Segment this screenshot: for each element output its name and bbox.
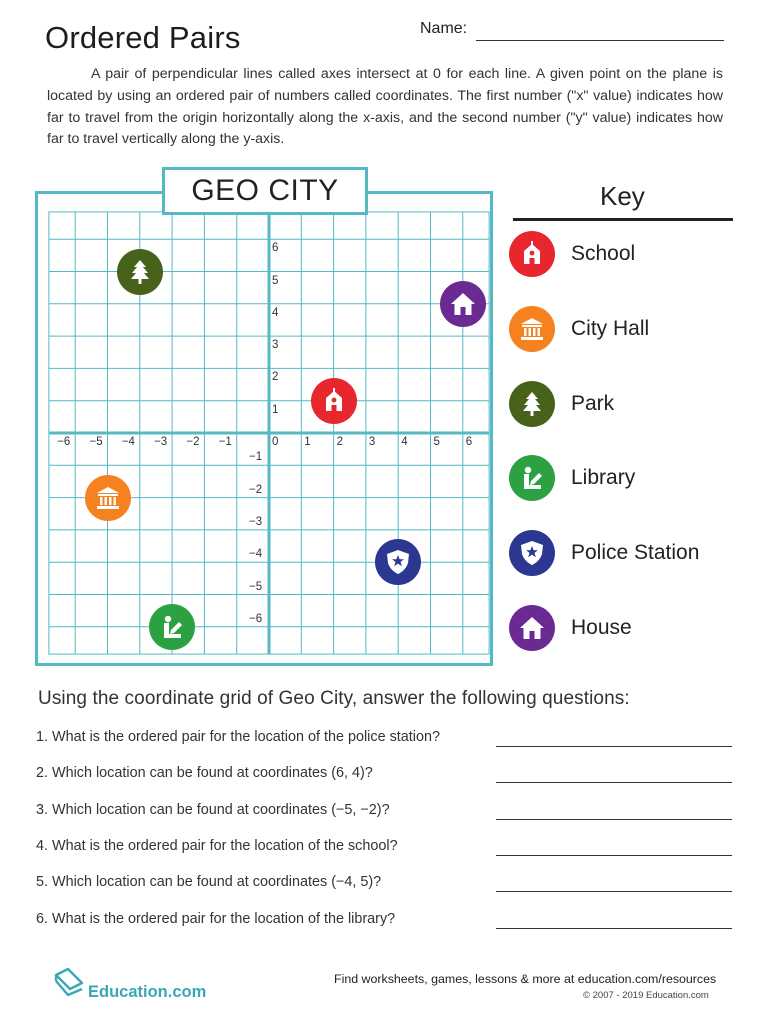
y-tick-label: −1 [249,451,263,464]
y-tick-label: −4 [249,548,263,561]
x-tick-label: 6 [465,436,473,448]
x-tick-label: 0 [272,436,279,448]
city-hall-icon [509,306,555,352]
key-item [509,455,635,501]
key-item-label: House [571,616,632,639]
y-tick-label: 5 [272,274,279,287]
geo-city-map [35,191,493,666]
police-icon [509,530,555,576]
question-text: 4. What is the ordered pair for the location of the school? [36,837,398,854]
question-text: 2. Which location can be found at coordinates (6, 4)? [36,765,373,782]
x-tick-label: 1 [304,436,311,448]
x-tick-label: −1 [218,436,232,448]
key-item-label: Library [571,466,636,490]
y-tick-label: 4 [272,306,279,319]
x-tick-label: 2 [336,436,343,448]
key-item [509,381,614,427]
y-tick-label: 1 [272,403,279,416]
map-title: GEO CITY [162,167,368,215]
key-item [509,306,649,352]
key-item-label: City Hall [571,316,650,340]
x-tick-label: 4 [401,436,408,448]
park-icon [509,381,555,427]
key-item [509,605,632,651]
key-item [509,231,635,277]
y-tick-label: 3 [272,339,279,352]
education-logo-icon [52,965,86,1001]
x-tick-label: −5 [89,436,103,448]
x-tick-label: 3 [368,436,376,448]
school-icon [509,231,555,277]
y-tick-label: −2 [249,483,263,496]
key-title: Key [600,181,645,211]
y-tick-label: −3 [249,515,263,528]
city-hall-icon [85,475,131,521]
x-tick-label: 5 [433,436,440,448]
x-tick-label: −4 [121,436,135,448]
answer-line[interactable] [496,746,732,747]
y-tick-label: 6 [272,242,279,255]
answer-line[interactable] [496,782,732,783]
question-text: 3. Which location can be found at coordinates (−5, −2)? [36,801,390,818]
copyright: © 2007 - 2019 Education.com [583,990,709,1001]
key-item-label: School [571,242,636,265]
key-item [509,530,699,576]
name-label: Name: [420,20,468,37]
x-tick-label: −6 [57,436,71,448]
y-tick-label: −5 [249,580,263,593]
education-logo-text: Education.com [88,983,207,1001]
coordinate-grid [38,194,490,663]
question-text: 1. What is the ordered pair for the location of the police station? [36,729,440,745]
library-icon [149,604,195,650]
key-divider [513,218,733,221]
name-field[interactable] [476,40,724,41]
questions-heading: Using the coordinate grid of Geo City, answer the following questions: [38,688,630,709]
house-icon [440,281,486,327]
library-icon [509,455,555,501]
footer-tagline: Find worksheets, games, lessons & more at education.com/resources [334,972,717,986]
school-icon [311,378,357,424]
key-item-label: Police Station [571,541,700,565]
answer-line[interactable] [496,819,732,820]
answer-line[interactable] [496,855,732,856]
answer-line[interactable] [496,928,732,929]
y-tick-label: 2 [272,371,279,384]
key-item-label: Park [571,391,615,415]
x-tick-label: −2 [186,436,200,448]
intro-paragraph: A pair of perpendicular lines called axes intersect at 0 for each line. A given point on the plane is located by using an ordered pair of numbers called coordinates. The first number ("x" value) indicates how far to travel from the origin horizontally along the x-axis, and the second number ("y" value) indicates how far to travel vertically along the y-axis. [47,66,723,148]
page-title: Ordered Pairs [45,20,241,55]
question-text: 5. Which location can be found at coordinates (−4, 5)? [36,874,382,891]
answer-line[interactable] [496,891,732,892]
house-icon [509,605,555,651]
park-icon [117,249,163,295]
x-tick-label: −3 [154,436,168,448]
question-text: 6. What is the ordered pair for the location of the library? [36,910,396,927]
y-tick-label: −6 [249,612,263,625]
